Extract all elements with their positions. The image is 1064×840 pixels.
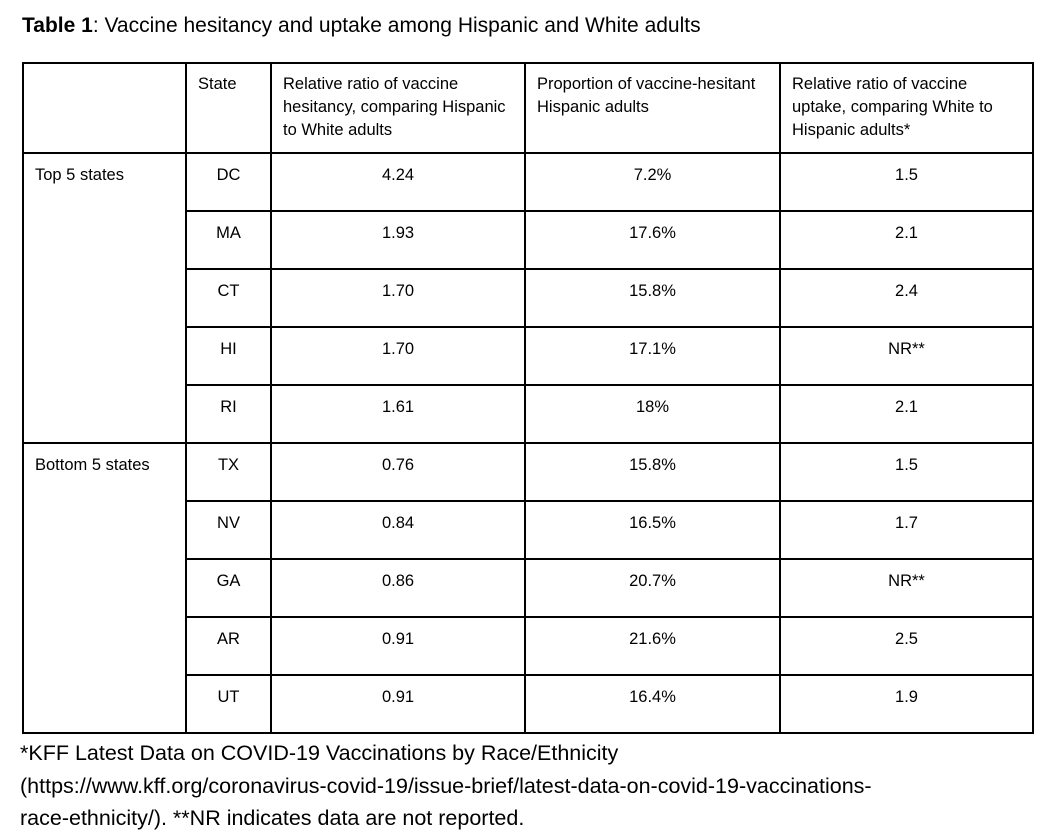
footnote-line-1: *KFF Latest Data on COVID-19 Vaccinations by Race/Ethnicity [20,741,619,765]
hesitancy-ratio-cell: 1.70 [271,327,525,385]
hesitancy-ratio-cell: 0.86 [271,559,525,617]
proportion-cell: 20.7% [525,559,780,617]
uptake-ratio-cell: 1.5 [780,153,1033,211]
proportion-cell: 16.5% [525,501,780,559]
proportion-cell: 21.6% [525,617,780,675]
proportion-cell: 7.2% [525,153,780,211]
state-cell: NV [186,501,271,559]
uptake-ratio-cell: 2.1 [780,385,1033,443]
proportion-cell: 17.1% [525,327,780,385]
hesitancy-ratio-cell: 1.93 [271,211,525,269]
state-cell: GA [186,559,271,617]
group-label-top5: Top 5 states [23,153,186,443]
state-cell: AR [186,617,271,675]
hesitancy-ratio-cell: 0.91 [271,617,525,675]
header-row [23,63,1033,153]
group-label-bottom5: Bottom 5 states [23,443,186,733]
header-hesitant-proportion: Proportion of vaccine-hesitant Hispanic adults [525,63,780,153]
hesitancy-ratio-cell: 1.70 [271,269,525,327]
table-title-label: Table 1 [22,14,93,37]
uptake-ratio-cell: 2.4 [780,269,1033,327]
state-cell: RI [186,385,271,443]
state-cell: HI [186,327,271,385]
hesitancy-ratio-cell: 0.91 [271,675,525,733]
proportion-cell: 17.6% [525,211,780,269]
footnote-line-2: (https://www.kff.org/coronavirus-covid-19/issue-brief/latest-data-on-covid-19-vaccinations- [20,773,872,798]
state-cell: MA [186,211,271,269]
uptake-ratio-cell: 1.5 [780,443,1033,501]
state-cell: UT [186,675,271,733]
corner-cell [23,63,186,153]
proportion-cell: 16.4% [525,675,780,733]
proportion-cell: 15.8% [525,443,780,501]
table-title [22,12,1064,40]
header-state: State [186,63,271,153]
uptake-ratio-cell: 2.5 [780,617,1033,675]
uptake-ratio-cell: 1.7 [780,501,1033,559]
table-title-text: : Vaccine hesitancy and uptake among Hispanic and White adults [92,14,701,37]
data-table [22,62,1034,734]
uptake-ratio-cell: NR** [780,327,1033,385]
header-uptake-ratio: Relative ratio of vaccine uptake, comparing White to Hispanic adults* [780,63,1033,153]
state-cell: DC [186,153,271,211]
uptake-ratio-cell: NR** [780,559,1033,617]
proportion-cell: 15.8% [525,269,780,327]
table-row [23,443,1033,501]
state-cell: CT [186,269,271,327]
header-hesitancy-ratio: Relative ratio of vaccine hesitancy, comparing Hispanic to White adults [271,63,525,153]
uptake-ratio-cell: 1.9 [780,675,1033,733]
hesitancy-ratio-cell: 0.76 [271,443,525,501]
hesitancy-ratio-cell: 4.24 [271,153,525,211]
uptake-ratio-cell: 2.1 [780,211,1033,269]
hesitancy-ratio-cell: 0.84 [271,501,525,559]
proportion-cell: 18% [525,385,780,443]
state-cell: TX [186,443,271,501]
table-row [23,153,1033,211]
footnote-line-3: race-ethnicity/). **NR indicates data are not reported. [20,806,525,830]
hesitancy-ratio-cell: 1.61 [271,385,525,443]
footnote [20,737,1064,835]
